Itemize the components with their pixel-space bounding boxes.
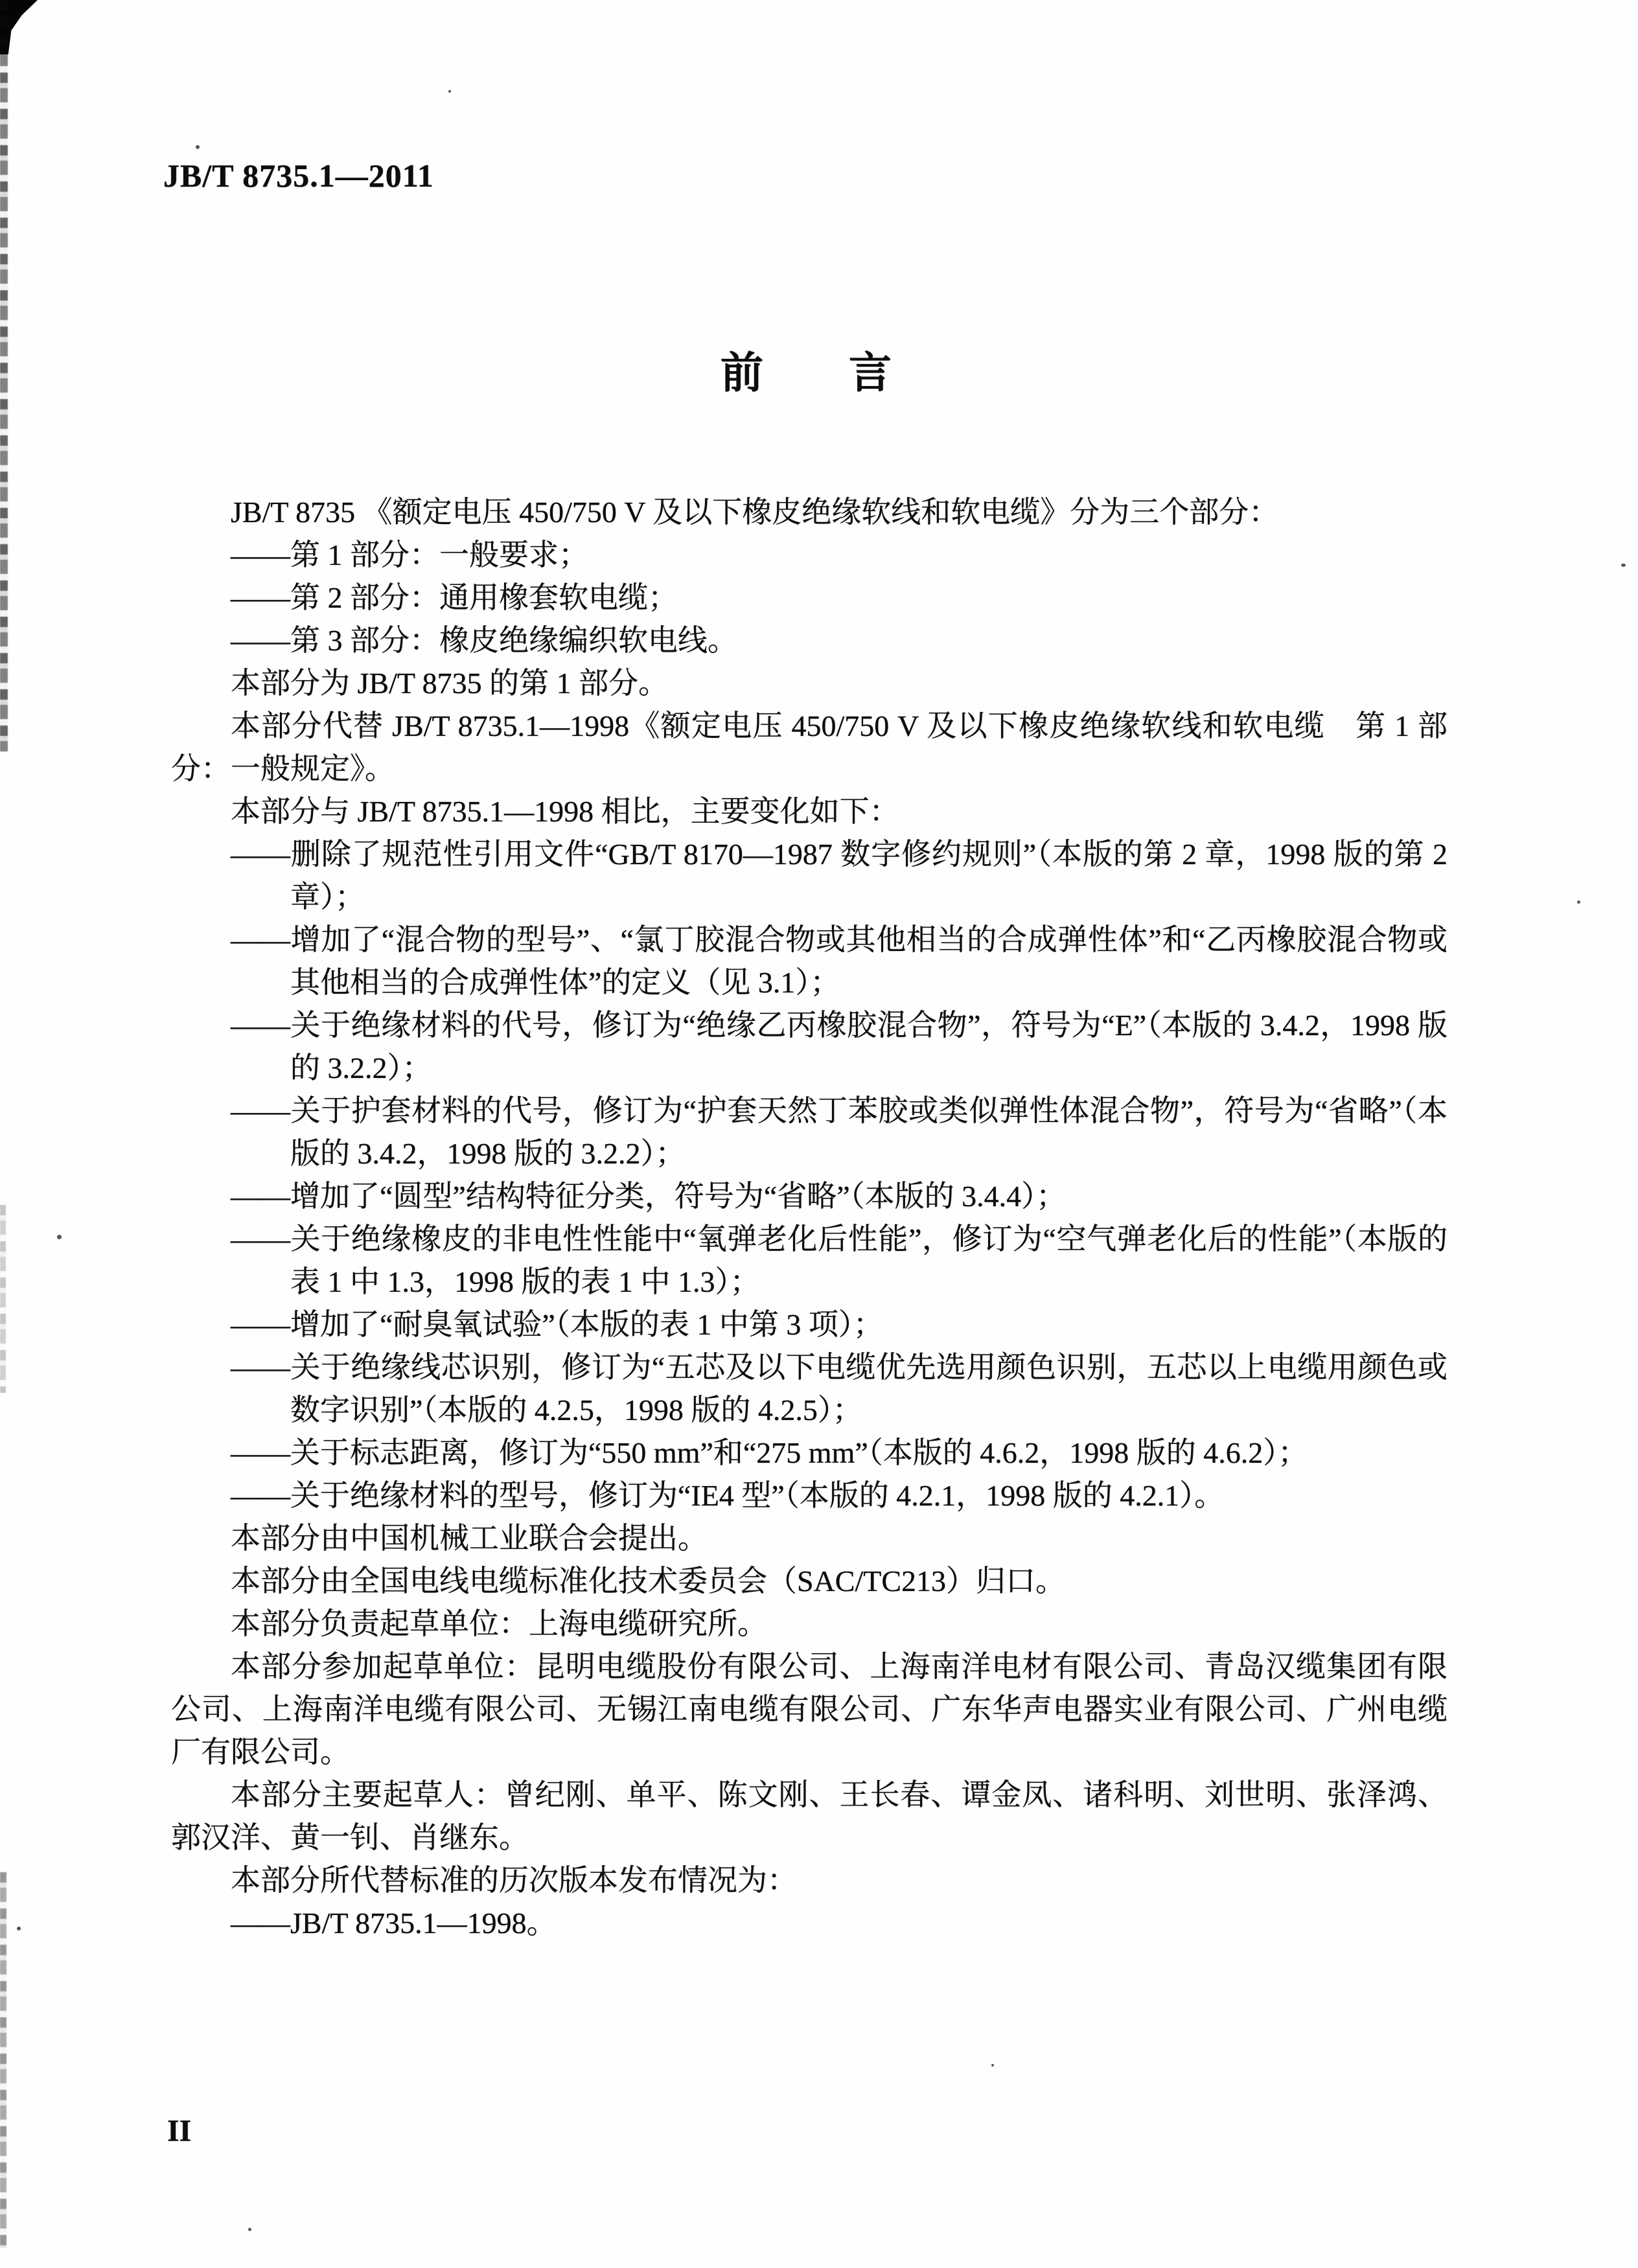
scan-speck bbox=[57, 1235, 62, 1239]
paragraph: ——增加了“圆型”结构特征分类，符号为“省略”（本版的 3.4.4）； bbox=[231, 1180, 1067, 1213]
paragraph: ——关于绝缘材料的代号，修订为“绝缘乙丙橡胶混合物”，符号为“E”（本版的 3.4.2，1998 版的 3.2.2）； bbox=[231, 1009, 1448, 1084]
paragraph: ——关于绝缘橡皮的非电性性能中“氧弹老化后性能”，修订为“空气弹老化后的性能”（本版的表 1 中 1.3，1998 版的表 1 中 1.3）； bbox=[231, 1222, 1448, 1298]
scan-speck bbox=[991, 2064, 994, 2067]
paragraph: 本部分代替 JB/T 8735.1—1998《额定电压 450/750 V 及以下橡皮绝缘软线和软电缆 第 1 部分：一般规定》。 bbox=[171, 709, 1448, 785]
paragraph: ——关于绝缘材料的型号，修订为“IE4 型”（本版的 4.2.1，1998 版的 4.2.1）。 bbox=[231, 1479, 1225, 1512]
paragraph: ——第 1 部分：一般要求； bbox=[231, 538, 588, 571]
paragraph: ——关于护套材料的代号，修订为“护套天然丁苯胶或类似弹性体混合物”，符号为“省略”（本版的 3.4.2，1998 版的 3.2.2）； bbox=[231, 1094, 1448, 1170]
paragraph: 本部分与 JB/T 8735.1—1998 相比，主要变化如下： bbox=[231, 795, 899, 828]
paragraph: ——第 2 部分：通用橡套软电缆； bbox=[231, 581, 678, 614]
scan-speck bbox=[1577, 900, 1580, 904]
standard-code: JB/T 8735.1—2011 bbox=[163, 157, 434, 194]
paragraph: ——第 3 部分：橡皮绝缘编织软电线。 bbox=[231, 624, 737, 657]
paragraph: 本部分负责起草单位：上海电缆研究所。 bbox=[231, 1607, 767, 1640]
scan-speck bbox=[17, 1927, 21, 1930]
paragraph: ——关于标志距离，修订为“550 mm”和“275 mm”（本版的 4.6.2，1998 版的 4.6.2）； bbox=[231, 1436, 1308, 1469]
page-number: II bbox=[167, 2114, 192, 2148]
scan-speck bbox=[196, 145, 200, 149]
scan-edge-streak bbox=[0, 1872, 6, 2248]
scan-speck bbox=[248, 2228, 251, 2231]
paragraph: ——删除了规范性引用文件“GB/T 8170—1987 数字修约规则”（本版的第 2 章，1998 版的第 2 章）； bbox=[231, 838, 1448, 913]
scan-speck bbox=[448, 90, 451, 93]
paragraph: ——增加了“耐臭氧试验”（本版的表 1 中第 3 项）； bbox=[231, 1308, 883, 1341]
foreword-body bbox=[171, 491, 1448, 1945]
paragraph: 本部分由全国电线电缆标准化技术委员会（SAC/TC213）归口。 bbox=[231, 1564, 1066, 1598]
scan-speck bbox=[1621, 564, 1626, 567]
paragraph: 本部分由中国机械工业联合会提出。 bbox=[231, 1522, 708, 1555]
paragraph: ——增加了“混合物的型号”、“氯丁胶混合物或其他相当的合成弹性体”和“乙丙橡胶混合物或其他相当的合成弹性体”的定义（见 3.1）； bbox=[231, 923, 1448, 999]
scan-edge-streak bbox=[0, 1205, 6, 1393]
paragraph: 本部分所代替标准的历次版本发布情况为： bbox=[231, 1864, 797, 1897]
paragraph: JB/T 8735 《额定电压 450/750 V 及以下橡皮绝缘软线和软电缆》分为三个部分： bbox=[231, 496, 1279, 529]
paragraph: ——关于绝缘线芯识别，修订为“五芯及以下电缆优先选用颜色识别，五芯以上电缆用颜色或数字识别”（本版的 4.2.5，1998 版的 4.2.5）； bbox=[231, 1351, 1448, 1426]
page-title: 前 言 bbox=[721, 350, 892, 397]
paragraph: 本部分主要起草人：曾纪刚、单平、陈文刚、王长春、谭金凤、诸科明、刘世明、张泽鸿、郭汉洋、黄一钊、肖继东。 bbox=[171, 1778, 1448, 1854]
paragraph: 本部分为 JB/T 8735 的第 1 部分。 bbox=[231, 667, 669, 700]
paragraph: ——JB/T 8735.1—1998。 bbox=[231, 1907, 557, 1940]
paragraph: 本部分参加起草单位：昆明电缆股份有限公司、上海南洋电材有限公司、青岛汉缆集团有限公司、上海南洋电缆有限公司、无锡江南电缆有限公司、广东华声电器实业有限公司、广州电缆厂有限公司。 bbox=[171, 1650, 1448, 1769]
